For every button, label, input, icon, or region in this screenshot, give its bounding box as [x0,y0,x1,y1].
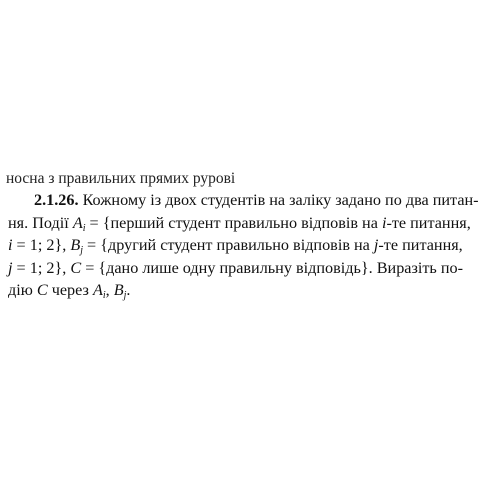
text-segment: . [126,281,131,300]
problem-line-3 [8,234,495,257]
problem-2-1-26 [8,189,495,302]
problem-line-4 [8,257,495,280]
text-segment: = 1; 2}, [12,258,71,277]
index-i-var: i [8,236,13,255]
text-segment: = 1; 2}, [12,236,71,255]
problem-text-1: Кожному із двох студентів на заліку задано по два питан- [78,191,479,209]
text-segment: дію [8,281,37,300]
text-segment: = {другий студент правильно відповів на [83,236,374,255]
index-j-inline: j [373,236,379,255]
event-A: A [72,213,83,232]
index-j: j [80,245,83,257]
event-C-ref: C [36,281,48,300]
event-A-ref: A [92,281,103,300]
text-segment: , [105,281,114,300]
text-segment: -те питання, [378,236,463,255]
text-segment: ня. Події [8,213,73,232]
text-segment: -те питання, [386,213,471,232]
event-B-ref: B [113,281,124,300]
index-i-inline: i [381,213,387,232]
text-segment: = {дано лише одну правильну відповідь}. Виразіть по- [81,258,464,277]
index-i-ref: i [102,290,106,302]
index-j-ref: j [123,290,127,302]
cropped-text: носна з правильних прямих рурові [6,170,236,187]
index-i: i [82,222,86,234]
problem-line-5 [8,279,495,302]
cropped-previous-line [6,170,238,187]
event-C: C [70,258,82,277]
text-segment: = {перший студент правильно відповів на [85,213,382,232]
problem-line-1 [8,189,495,212]
problem-line-2 [8,212,495,235]
text-segment: через [47,281,93,300]
problem-number: 2.1.26. [34,191,79,209]
event-B: B [70,236,81,255]
index-j-var: j [8,258,13,277]
